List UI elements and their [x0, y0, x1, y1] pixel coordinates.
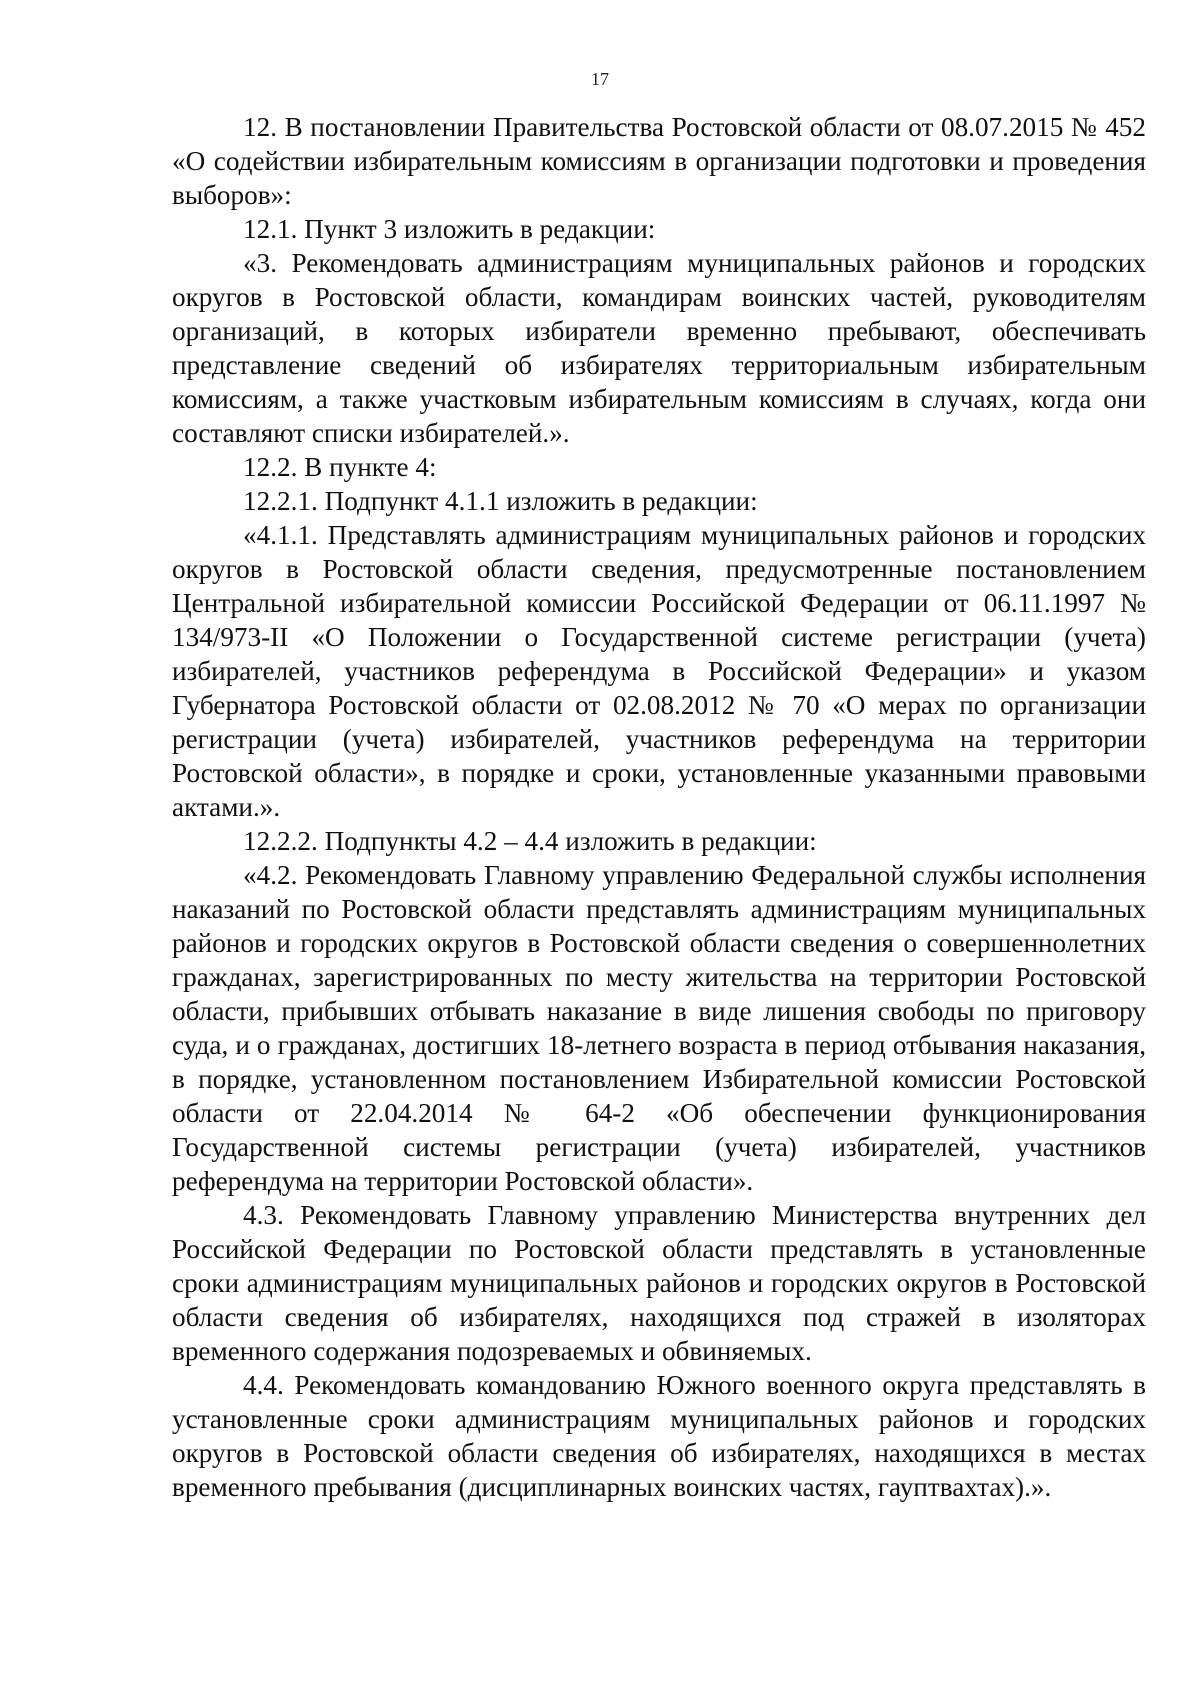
paragraph-12-2-2: 12.2.2. Подпункты 4.2 – 4.4 изложить в редакции:	[243, 826, 817, 856]
paragraph-4-4: 4.4. Рекомендовать командованию Южного военного округа представлять в установленные сроки администрациям муниципальных районов и городских округов в Ростовской области сведения об избирателях, находящихся в местах временного пребывания (дисциплинарных воинских частях, гауптвахтах).».	[172, 1370, 1146, 1502]
paragraph-4-3: 4.3. Рекомендовать Главному управлению Министерства внутренних дел Российской Федерации по Ростовской области представлять в установленные сроки администрациям муниципальных районов и городских округов в Ростовской области сведения об избирателях, находящихся под стражей в изоляторах временного содержания подозреваемых и обвиняемых.	[172, 1200, 1146, 1366]
page-number: 17	[591, 69, 609, 89]
paragraph-12: 12. В постановлении Правительства Ростовской области от 08.07.2015 № 452 «О содействии избирательным комиссиям в организации подготовки и проведения выборов»:	[172, 112, 1146, 210]
paragraph-12-1: 12.1. Пункт 3 изложить в редакции:	[243, 214, 656, 244]
document-body	[172, 110, 1146, 1504]
paragraph-12-2: 12.2. В пункте 4:	[243, 452, 437, 482]
paragraph-quote-4-2: «4.2. Рекомендовать Главному управлению Федеральной службы исполнения наказаний по Ростовской области представлять администрациям муниципальных районов и городских округов в Ростовской области сведения о совершеннолетних гражданах, зарегистрированных по месту жительства на территории Ростовской области, прибывших отбывать наказание в виде лишения свободы по приговору суда, и о гражданах, достигших 18-летнего возраста в период отбывания наказания, в порядке, установленном постановлением Избирательной комиссии Ростовской области от 22.04.2014 № 64-2 «Об обеспечении функционирования Государственной системы регистрации (учета) избирателей, участников референдума на территории Ростовской области».	[172, 860, 1146, 1196]
paragraph-12-2-1: 12.2.1. Подпункт 4.1.1 изложить в редакции:	[243, 486, 758, 516]
paragraph-quote-3: «3. Рекомендовать администрациям муниципальных районов и городских округов в Ростовской области, командирам воинских частей, руководителям организаций, в которых избиратели временно пребывают, обеспечивать представление сведений об избирателях территориальным избирательным комиссиям, а также участковым избирательным комиссиям в случаях, когда они составляют списки избирателей.».	[172, 248, 1146, 448]
paragraph-quote-4-1-1: «4.1.1. Представлять администрациям муниципальных районов и городских округов в Ростовской области сведения, предусмотренные постановлением Центральной избирательной комиссии Российской Федерации от 06.11.1997 № 134/973-II «О Положении о Государственной системе регистрации (учета) избирателей, участников референдума в Российской Федерации» и указом Губернатора Ростовской области от 02.08.2012 № 70 «О мерах по организации регистрации (учета) избирателей, участников референдума на территории Ростовской области», в порядке и сроки, установленные указанными правовыми актами.».	[172, 520, 1146, 822]
